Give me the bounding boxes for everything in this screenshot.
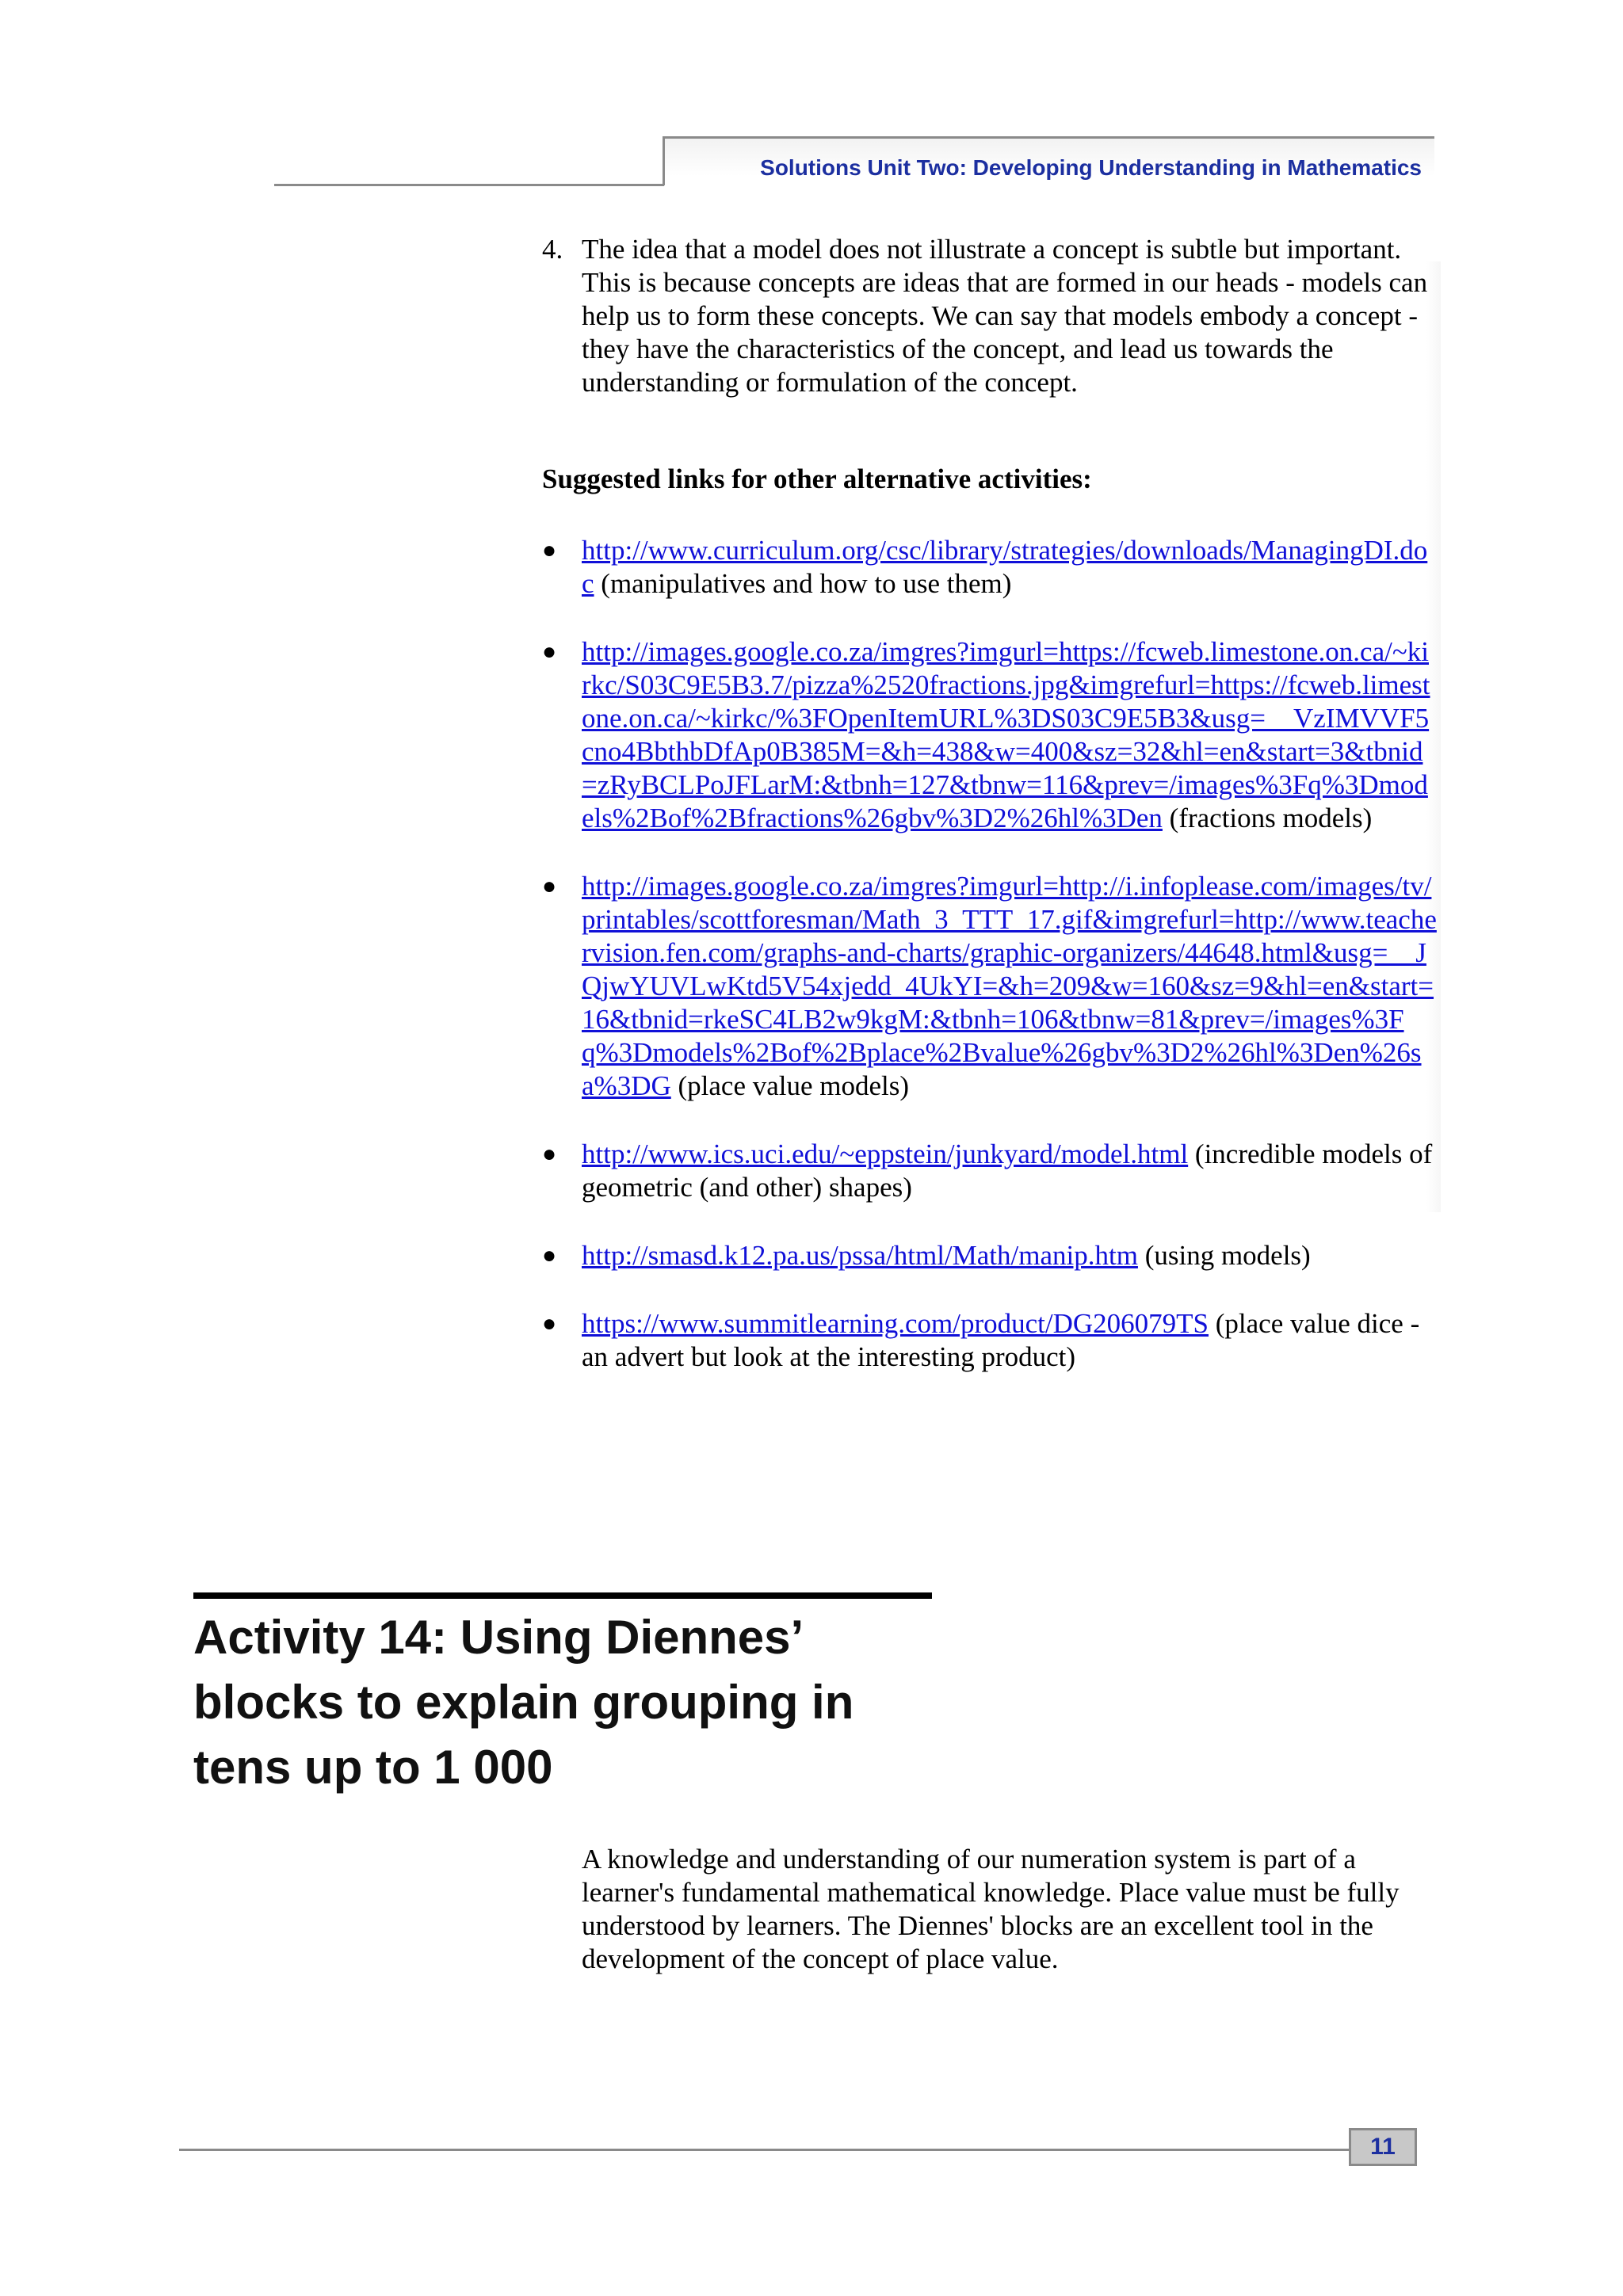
list-item <box>542 1307 1438 1374</box>
activity-paragraph: A knowledge and understanding of our numeration system is part of a learner's fundamental mathematical knowledge. Place value must be fully understood by learners. The Diennes' blocks are an excellent tool in the development of the concept of place value. <box>582 1844 1400 1974</box>
link-note: (place value dice - an advert but look at the interesting product) <box>582 1308 1420 1372</box>
list-item <box>542 534 1438 601</box>
link-place-value-models[interactable]: http://images.google.co.za/imgres?imgurl=http://i.infoplease.com/images/tv/printables/scottforesman/Math_3_TTT_17.gif&imgrefurl=http://www.teachervision.fen.com/graphs-and-charts/graphic-organizers/44648.html&usg=__JQjwYUVLwKtd5V54xjedd_4UkYI=&h=209&w=160&sz=9&hl=en&start=16&tbnid=rkeSC4LB2w9kgM:&tbnh=106&tbnw=81&prev=/images%3Fq%3Dmodels%2Bof%2Bplace%2Bvalue%26gbv%3D2%26hl%3Den%26sa%3DG <box>582 871 1437 1101</box>
item-text: The idea that a model does not illustrate a concept is subtle but important. This is because concepts are ideas that are formed in our heads - models can help us to form these concepts. We can say that models embody a concept - they have the characteristics of the concept, and lead us towards the understanding or formulation of the concept. <box>582 234 1428 398</box>
bullet-icon: ● <box>542 873 557 899</box>
links-list <box>542 534 1438 1409</box>
item-number: 4. <box>542 234 563 265</box>
bullet-icon: ● <box>542 1242 557 1268</box>
page-number: 11 <box>1349 2128 1417 2166</box>
link-managing-di[interactable]: http://www.curriculum.org/csc/library/strategies/downloads/ManagingDI.doc <box>582 535 1428 599</box>
bullet-icon: ● <box>542 639 557 665</box>
bullet-icon: ● <box>542 1310 557 1337</box>
bullet-icon: ● <box>542 537 557 563</box>
link-fractions-models[interactable]: http://images.google.co.za/imgres?imgurl=https://fcweb.limestone.on.ca/~kirkc/S03C9E5B3.7/pizza%2520fractions.jpg&imgrefurl=https://fcweb.limestone.on.ca/~kirkc/%3FOpenItemURL%3DS03C9E5B3&usg=__VzIMVVF5cno4BbthbDfAp0B385M=&h=438&w=400&sz=32&hl=en&start=3&tbnid=zRyBCLPoJFLarM:&tbnh=127&tbnw=116&prev=/images%3Fq%3Dmodels%2Bof%2Bfractions%26gbv%3D2%26hl%3Den <box>582 636 1430 833</box>
link-note: (manipulatives and how to use them) <box>594 568 1012 599</box>
link-place-value-dice[interactable]: https://www.summitlearning.com/product/DG206079TS <box>582 1308 1209 1339</box>
list-item <box>542 870 1438 1103</box>
activity-rule <box>193 1592 932 1599</box>
bullet-icon: ● <box>542 1141 557 1167</box>
header-rule <box>274 184 664 186</box>
link-using-models[interactable]: http://smasd.k12.pa.us/pssa/html/Math/manip.htm <box>582 1240 1138 1271</box>
link-note: (fractions models) <box>1162 803 1373 833</box>
running-header-title: Solutions Unit Two: Developing Understanding in Mathematics <box>760 155 1422 180</box>
link-note: (place value models) <box>670 1070 910 1101</box>
list-item <box>542 1138 1438 1204</box>
numbered-item-4 <box>542 233 1438 399</box>
list-item <box>542 1239 1438 1272</box>
link-note: (using models) <box>1137 1240 1311 1271</box>
list-item <box>542 635 1438 835</box>
links-heading: Suggested links for other alternative activities: <box>542 463 1092 494</box>
link-geometric-models[interactable]: http://www.ics.uci.edu/~eppstein/junkyard/model.html <box>582 1138 1189 1169</box>
link-note: (incredible models of geometric (and other) shapes) <box>582 1138 1433 1203</box>
footer-rule <box>179 2149 1349 2151</box>
activity-title: Activity 14: Using Diennes’ blocks to explain grouping in tens up to 1 000 <box>193 1611 854 1794</box>
